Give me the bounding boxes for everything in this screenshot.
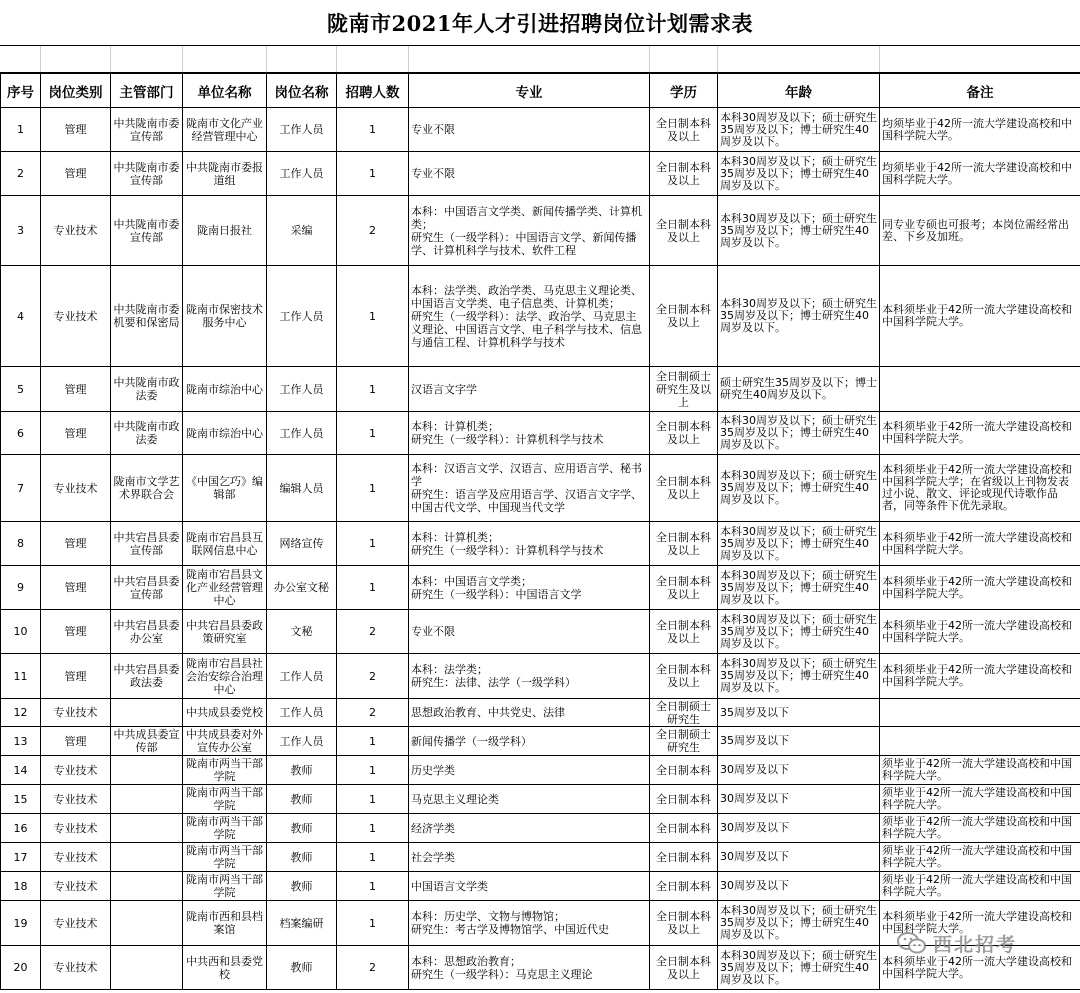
- cell-major: 专业不限: [409, 108, 650, 152]
- cell-age: 本科30周岁及以下；硕士研究生35周岁及以下；博士研究生40周岁及以下。: [718, 455, 880, 522]
- cell-unit: 陇南市综治中心: [183, 367, 267, 412]
- cell-count: 1: [337, 367, 409, 412]
- header-education: 学历: [650, 74, 718, 108]
- cell-position: 工作人员: [267, 727, 337, 756]
- cell-position: 教师: [267, 946, 337, 990]
- cell-count: 1: [337, 566, 409, 610]
- cell-note: 本科须毕业于42所一流大学建设高校和中国科学院大学。: [880, 412, 1080, 455]
- cell-major: 新闻传播学（一级学科）: [409, 727, 650, 756]
- cell-age: 本科30周岁及以下；硕士研究生35周岁及以下；博士研究生40周岁及以下。: [718, 654, 880, 699]
- cell-age: 本科30周岁及以下；硕士研究生35周岁及以下；博士研究生40周岁及以下。: [718, 152, 880, 196]
- cell-category: 管理: [41, 522, 111, 566]
- cell-no: 11: [1, 654, 41, 699]
- wechat-icon: [897, 931, 927, 955]
- header-major: 专业: [409, 74, 650, 108]
- cell-no: 15: [1, 785, 41, 814]
- cell-education: 全日制本科: [650, 785, 718, 814]
- cell-department: 中共陇南市委宣传部: [111, 196, 183, 266]
- cell-note: 均须毕业于42所一流大学建设高校和中国科学院大学。: [880, 152, 1080, 196]
- cell-position: 网络宣传: [267, 522, 337, 566]
- cell-position: 工作人员: [267, 654, 337, 699]
- cell-count: 1: [337, 727, 409, 756]
- table-row: [1, 412, 1080, 455]
- cell-no: 17: [1, 843, 41, 872]
- cell-department: [111, 843, 183, 872]
- cell-note: 须毕业于42所一流大学建设高校和中国科学院大学。: [880, 872, 1080, 901]
- cell-education: 全日制本科及以上: [650, 654, 718, 699]
- cell-department: 中共陇南市政法委: [111, 367, 183, 412]
- cell-category: 专业技术: [41, 196, 111, 266]
- cell-major: 本科：历史学、文物与博物馆； 研究生：考古学及博物馆学、中国近代史: [409, 901, 650, 946]
- cell-education: 全日制本科: [650, 814, 718, 843]
- cell-category: 专业技术: [41, 756, 111, 785]
- cell-position: 采编: [267, 196, 337, 266]
- cell-unit: 陇南市宕昌县社会治安综合治理中心: [183, 654, 267, 699]
- watermark: [897, 927, 1067, 959]
- table-row: [1, 566, 1080, 610]
- recruitment-table: [0, 73, 1080, 990]
- cell-unit: 中共成县委对外宣传办公室: [183, 727, 267, 756]
- cell-category: 专业技术: [41, 901, 111, 946]
- cell-no: 7: [1, 455, 41, 522]
- cell-no: 1: [1, 108, 41, 152]
- table-row: [1, 785, 1080, 814]
- table-row: [1, 266, 1080, 367]
- cell-department: [111, 699, 183, 727]
- watermark-text: 西北招考: [933, 933, 1018, 956]
- cell-age: 30周岁及以下: [718, 843, 880, 872]
- cell-department: 中共宕昌县委宣传部: [111, 566, 183, 610]
- cell-count: 2: [337, 654, 409, 699]
- cell-major: 本科：法学类、政治学类、马克思主义理论类、中国语言文学类、电子信息类、计算机类； 研究生（一级学科）：法学、政治学、马克思主义理论、中国语言文学、电子科学与技术、信息与通信工程、计算机科学与技术: [409, 266, 650, 367]
- cell-unit: 陇南市文化产业经营管理中心: [183, 108, 267, 152]
- cell-no: 13: [1, 727, 41, 756]
- cell-education: 全日制本科及以上: [650, 522, 718, 566]
- cell-count: 1: [337, 901, 409, 946]
- cell-education: 全日制本科及以上: [650, 455, 718, 522]
- cell-major: 汉语言文字学: [409, 367, 650, 412]
- cell-note: 本科须毕业于42所一流大学建设高校和中国科学院大学。: [880, 946, 1080, 990]
- cell-no: 8: [1, 522, 41, 566]
- cell-no: 4: [1, 266, 41, 367]
- cell-department: [111, 872, 183, 901]
- cell-count: 1: [337, 785, 409, 814]
- cell-position: 教师: [267, 843, 337, 872]
- cell-position: 办公室文秘: [267, 566, 337, 610]
- title-spacer-row: [0, 46, 1080, 73]
- cell-age: 30周岁及以下: [718, 785, 880, 814]
- cell-major: 本科：计算机类； 研究生（一级学科）：计算机科学与技术: [409, 412, 650, 455]
- cell-count: 2: [337, 946, 409, 990]
- cell-note: [880, 699, 1080, 727]
- cell-no: 16: [1, 814, 41, 843]
- cell-education: 全日制本科及以上: [650, 946, 718, 990]
- table-row: [1, 814, 1080, 843]
- cell-age: 本科30周岁及以下；硕士研究生35周岁及以下；博士研究生40周岁及以下。: [718, 901, 880, 946]
- cell-count: 1: [337, 756, 409, 785]
- cell-category: 管理: [41, 727, 111, 756]
- cell-department: 中共陇南市委机要和保密局: [111, 266, 183, 367]
- cell-category: 专业技术: [41, 785, 111, 814]
- cell-count: 1: [337, 843, 409, 872]
- cell-unit: 中共宕昌县委政策研究室: [183, 610, 267, 654]
- cell-category: 管理: [41, 412, 111, 455]
- cell-no: 2: [1, 152, 41, 196]
- table-row: [1, 455, 1080, 522]
- table-row: [1, 756, 1080, 785]
- cell-position: 工作人员: [267, 152, 337, 196]
- cell-category: 管理: [41, 152, 111, 196]
- table-row: [1, 196, 1080, 266]
- cell-education: 全日制本科及以上: [650, 266, 718, 367]
- cell-education: 全日制本科及以上: [650, 610, 718, 654]
- cell-position: 教师: [267, 756, 337, 785]
- cell-note: 本科须毕业于42所一流大学建设高校和中国科学院大学。: [880, 610, 1080, 654]
- cell-category: 管理: [41, 108, 111, 152]
- table-row: [1, 367, 1080, 412]
- cell-no: 14: [1, 756, 41, 785]
- cell-count: 1: [337, 814, 409, 843]
- cell-age: 30周岁及以下: [718, 814, 880, 843]
- cell-category: 管理: [41, 566, 111, 610]
- cell-position: 档案编研: [267, 901, 337, 946]
- cell-major: 本科：计算机类； 研究生（一级学科）：计算机科学与技术: [409, 522, 650, 566]
- table-header-row: [1, 74, 1080, 108]
- cell-position: 文秘: [267, 610, 337, 654]
- cell-category: 管理: [41, 654, 111, 699]
- cell-age: 硕士研究生35周岁及以下；博士研究生40周岁及以下。: [718, 367, 880, 412]
- table-row: [1, 654, 1080, 699]
- cell-note: 同专业专硕也可报考；本岗位需经常出差、下乡及加班。: [880, 196, 1080, 266]
- cell-age: 30周岁及以下: [718, 872, 880, 901]
- table-row: [1, 610, 1080, 654]
- cell-age: 35周岁及以下: [718, 699, 880, 727]
- cell-count: 1: [337, 266, 409, 367]
- table-row: [1, 872, 1080, 901]
- cell-major: 思想政治教育、中共党史、法律: [409, 699, 650, 727]
- cell-position: 教师: [267, 814, 337, 843]
- cell-department: 中共陇南市政法委: [111, 412, 183, 455]
- cell-education: 全日制本科及以上: [650, 108, 718, 152]
- table-row: [1, 727, 1080, 756]
- cell-category: 专业技术: [41, 699, 111, 727]
- cell-no: 12: [1, 699, 41, 727]
- cell-department: [111, 756, 183, 785]
- table-row: [1, 522, 1080, 566]
- cell-department: 陇南市文学艺术界联合会: [111, 455, 183, 522]
- table-row: [1, 843, 1080, 872]
- cell-category: 专业技术: [41, 814, 111, 843]
- cell-count: 2: [337, 699, 409, 727]
- cell-count: 1: [337, 455, 409, 522]
- cell-major: 中国语言文学类: [409, 872, 650, 901]
- table-row: [1, 108, 1080, 152]
- cell-count: 2: [337, 610, 409, 654]
- cell-no: 6: [1, 412, 41, 455]
- cell-unit: 陇南市两当干部学院: [183, 814, 267, 843]
- cell-unit: 陇南市综治中心: [183, 412, 267, 455]
- cell-category: 管理: [41, 610, 111, 654]
- cell-no: 19: [1, 901, 41, 946]
- cell-department: [111, 946, 183, 990]
- cell-count: 2: [337, 196, 409, 266]
- cell-no: 3: [1, 196, 41, 266]
- cell-department: [111, 901, 183, 946]
- cell-note: 须毕业于42所一流大学建设高校和中国科学院大学。: [880, 814, 1080, 843]
- cell-note: 本科须毕业于42所一流大学建设高校和中国科学院大学。: [880, 566, 1080, 610]
- cell-unit: 《中国乞巧》编辑部: [183, 455, 267, 522]
- cell-unit: 陇南市两当干部学院: [183, 756, 267, 785]
- cell-major: 本科：中国语言文学类； 研究生（一级学科）：中国语言文学: [409, 566, 650, 610]
- cell-category: 管理: [41, 367, 111, 412]
- cell-position: 工作人员: [267, 266, 337, 367]
- cell-note: 须毕业于42所一流大学建设高校和中国科学院大学。: [880, 756, 1080, 785]
- cell-education: 全日制本科及以上: [650, 901, 718, 946]
- cell-department: 中共陇南市委宣传部: [111, 152, 183, 196]
- cell-major: 专业不限: [409, 610, 650, 654]
- cell-position: 工作人员: [267, 108, 337, 152]
- cell-no: 5: [1, 367, 41, 412]
- cell-note: [880, 727, 1080, 756]
- cell-no: 20: [1, 946, 41, 990]
- cell-education: 全日制本科: [650, 843, 718, 872]
- cell-count: 1: [337, 872, 409, 901]
- cell-education: 全日制本科: [650, 872, 718, 901]
- cell-department: 中共成县委宣传部: [111, 727, 183, 756]
- header-age: 年龄: [718, 74, 880, 108]
- cell-education: 全日制本科及以上: [650, 566, 718, 610]
- cell-unit: 陇南市两当干部学院: [183, 872, 267, 901]
- cell-education: 全日制本科及以上: [650, 152, 718, 196]
- cell-age: 本科30周岁及以下；硕士研究生35周岁及以下；博士研究生40周岁及以下。: [718, 610, 880, 654]
- cell-position: 工作人员: [267, 699, 337, 727]
- cell-department: 中共陇南市委宣传部: [111, 108, 183, 152]
- cell-note: 本科须毕业于42所一流大学建设高校和中国科学院大学。: [880, 901, 1080, 946]
- cell-no: 18: [1, 872, 41, 901]
- cell-unit: 陇南市宕昌县文化产业经营管理中心: [183, 566, 267, 610]
- cell-category: 专业技术: [41, 872, 111, 901]
- cell-no: 10: [1, 610, 41, 654]
- cell-major: 本科：法学类； 研究生：法律、法学（一级学科）: [409, 654, 650, 699]
- cell-age: 本科30周岁及以下；硕士研究生35周岁及以下；博士研究生40周岁及以下。: [718, 566, 880, 610]
- cell-category: 专业技术: [41, 946, 111, 990]
- header-no: 序号: [1, 74, 41, 108]
- cell-count: 1: [337, 522, 409, 566]
- cell-major: 本科：中国语言文学类、新闻传播学类、计算机类； 研究生（一级学科）：中国语言文学、新闻传播学、计算机科学与技术、软件工程: [409, 196, 650, 266]
- cell-education: 全日制硕士研究生: [650, 727, 718, 756]
- cell-count: 1: [337, 412, 409, 455]
- header-category: 岗位类别: [41, 74, 111, 108]
- cell-age: 35周岁及以下: [718, 727, 880, 756]
- cell-position: 教师: [267, 872, 337, 901]
- cell-note: 须毕业于42所一流大学建设高校和中国科学院大学。: [880, 785, 1080, 814]
- cell-note: 本科须毕业于42所一流大学建设高校和中国科学院大学。: [880, 266, 1080, 367]
- header-note: 备注: [880, 74, 1080, 108]
- cell-category: 专业技术: [41, 843, 111, 872]
- cell-unit: 陇南市宕昌县互联网信息中心: [183, 522, 267, 566]
- cell-department: 中共宕昌县委宣传部: [111, 522, 183, 566]
- cell-note: 本科须毕业于42所一流大学建设高校和中国科学院大学。: [880, 522, 1080, 566]
- cell-note: 本科须毕业于42所一流大学建设高校和中国科学院大学；在省级以上刊物发表过小说、散文、评论或现代诗歌作品者，同等条件下优先录取。: [880, 455, 1080, 522]
- cell-education: 全日制硕士研究生及以上: [650, 367, 718, 412]
- cell-major: 本科：思想政治教育； 研究生（一级学科）：马克思主义理论: [409, 946, 650, 990]
- cell-count: 1: [337, 152, 409, 196]
- cell-note: 须毕业于42所一流大学建设高校和中国科学院大学。: [880, 843, 1080, 872]
- cell-education: 全日制本科及以上: [650, 196, 718, 266]
- cell-unit: 陇南市保密技术服务中心: [183, 266, 267, 367]
- cell-major: 马克思主义理论类: [409, 785, 650, 814]
- header-count: 招聘人数: [337, 74, 409, 108]
- cell-department: [111, 785, 183, 814]
- cell-age: 本科30周岁及以下；硕士研究生35周岁及以下；博士研究生40周岁及以下。: [718, 946, 880, 990]
- table-row: [1, 152, 1080, 196]
- cell-age: 30周岁及以下: [718, 756, 880, 785]
- cell-major: 专业不限: [409, 152, 650, 196]
- cell-age: 本科30周岁及以下；硕士研究生35周岁及以下；博士研究生40周岁及以下。: [718, 522, 880, 566]
- cell-position: 编辑人员: [267, 455, 337, 522]
- cell-education: 全日制本科及以上: [650, 412, 718, 455]
- cell-department: [111, 814, 183, 843]
- cell-education: 全日制本科: [650, 756, 718, 785]
- cell-education: 全日制硕士研究生: [650, 699, 718, 727]
- cell-no: 9: [1, 566, 41, 610]
- cell-unit: 中共陇南市委报道组: [183, 152, 267, 196]
- cell-note: [880, 367, 1080, 412]
- document-title: 陇南市2021年人才引进招聘岗位计划需求表: [0, 0, 1080, 46]
- cell-position: 教师: [267, 785, 337, 814]
- cell-unit: 陇南市西和县档案馆: [183, 901, 267, 946]
- cell-major: 本科：汉语言文学、汉语言、应用语言学、秘书学 研究生：语言学及应用语言学、汉语言文字学、中国古代文学、中国现当代文学: [409, 455, 650, 522]
- cell-unit: 陇南市两当干部学院: [183, 843, 267, 872]
- cell-major: 经济学类: [409, 814, 650, 843]
- cell-count: 1: [337, 108, 409, 152]
- cell-unit: 陇南日报社: [183, 196, 267, 266]
- table-row: [1, 699, 1080, 727]
- cell-category: 专业技术: [41, 455, 111, 522]
- header-position: 岗位名称: [267, 74, 337, 108]
- cell-position: 工作人员: [267, 367, 337, 412]
- cell-age: 本科30周岁及以下；硕士研究生35周岁及以下；博士研究生40周岁及以下。: [718, 196, 880, 266]
- cell-major: 社会学类: [409, 843, 650, 872]
- cell-unit: 中共成县委党校: [183, 699, 267, 727]
- cell-age: 本科30周岁及以下；硕士研究生35周岁及以下；博士研究生40周岁及以下。: [718, 412, 880, 455]
- cell-department: 中共宕昌县委办公室: [111, 610, 183, 654]
- cell-department: 中共宕昌县委政法委: [111, 654, 183, 699]
- cell-unit: 陇南市两当干部学院: [183, 785, 267, 814]
- header-department: 主管部门: [111, 74, 183, 108]
- cell-note: 均须毕业于42所一流大学建设高校和中国科学院大学。: [880, 108, 1080, 152]
- cell-age: 本科30周岁及以下；硕士研究生35周岁及以下；博士研究生40周岁及以下。: [718, 266, 880, 367]
- cell-position: 工作人员: [267, 412, 337, 455]
- cell-note: 本科须毕业于42所一流大学建设高校和中国科学院大学。: [880, 654, 1080, 699]
- cell-age: 本科30周岁及以下；硕士研究生35周岁及以下；博士研究生40周岁及以下。: [718, 108, 880, 152]
- cell-major: 历史学类: [409, 756, 650, 785]
- header-unit: 单位名称: [183, 74, 267, 108]
- cell-unit: 中共西和县委党校: [183, 946, 267, 990]
- cell-category: 专业技术: [41, 266, 111, 367]
